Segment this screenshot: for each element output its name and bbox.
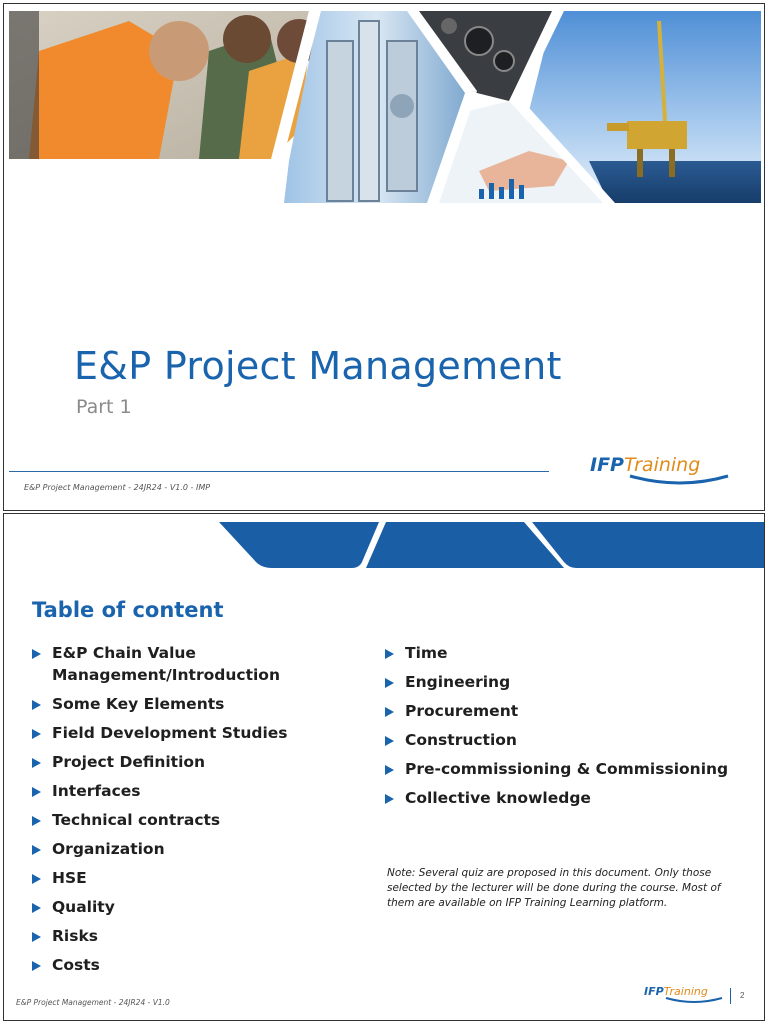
quiz-note: Note: Several quiz are proposed in this document. Only those selected by the lecturer will be done during the course. Most of them are available on IFP Training Learning platform. [387, 867, 721, 909]
triangle-bullet-icon [32, 787, 41, 797]
toc-left-column [30, 642, 360, 983]
presentation-subtitle: Part 1 [76, 396, 132, 418]
triangle-bullet-icon [32, 700, 41, 710]
toc-item [383, 700, 743, 722]
toc-item-label: E&P Chain Value Management/Introduction [52, 644, 280, 684]
triangle-bullet-icon [32, 816, 41, 826]
photo-collage [9, 11, 761, 203]
logo-text-ifp: IFP [644, 985, 664, 998]
page-number-separator [730, 988, 731, 1004]
toc-item-label: Pre-commissioning & Commissioning [405, 760, 729, 778]
toc-item [30, 809, 360, 831]
triangle-bullet-icon [32, 758, 41, 768]
triangle-bullet-icon [32, 961, 41, 971]
toc-item [383, 729, 743, 751]
triangle-bullet-icon [385, 707, 394, 717]
toc-item [30, 642, 360, 686]
triangle-bullet-icon [385, 649, 394, 659]
toc-heading: Table of content [32, 598, 224, 622]
toc-item-label: Procurement [405, 702, 519, 720]
toc-item-label: Field Development Studies [52, 724, 288, 742]
logo-swoosh-icon [644, 996, 724, 1006]
triangle-bullet-icon [32, 874, 41, 884]
toc-item [383, 758, 743, 780]
toc-item [30, 780, 360, 802]
triangle-bullet-icon [32, 903, 41, 913]
toc-item-label: Interfaces [52, 782, 141, 800]
toc-item-label: Some Key Elements [52, 695, 225, 713]
triangle-bullet-icon [385, 765, 394, 775]
divider-line [9, 471, 549, 472]
toc-item-label: Costs [52, 956, 100, 974]
toc-item [30, 925, 360, 947]
toc-item-label: Technical contracts [52, 811, 221, 829]
toc-item [30, 954, 360, 976]
toc-item-label: Risks [52, 927, 99, 945]
slide-footer: E&P Project Management - 24JR24 - V1.0 - IMP [24, 483, 211, 492]
page-number: 2 [740, 991, 745, 1000]
toc-item-label: Organization [52, 840, 165, 858]
ifp-training-logo [590, 454, 730, 494]
toc-right-column [383, 642, 743, 816]
triangle-bullet-icon [385, 794, 394, 804]
toc-item-label: Engineering [405, 673, 511, 691]
triangle-bullet-icon [385, 736, 394, 746]
toc-item [383, 642, 743, 664]
toc-item-label: Project Definition [52, 753, 206, 771]
header-banner-shapes [4, 522, 765, 568]
toc-item-label: Collective knowledge [405, 789, 591, 807]
toc-item-label: Time [405, 644, 448, 662]
toc-item [30, 838, 360, 860]
toc-item [383, 671, 743, 693]
triangle-bullet-icon [385, 678, 394, 688]
header-shapes [4, 522, 765, 568]
toc-item-label: Construction [405, 731, 517, 749]
students-photo [9, 11, 321, 159]
table-of-content-slide [3, 513, 765, 1021]
photo-banner [9, 11, 761, 203]
toc-item [30, 896, 360, 918]
toc-item [30, 693, 360, 715]
toc-item [30, 867, 360, 889]
logo-text-training: Training [623, 454, 701, 476]
toc-item-label: Quality [52, 898, 115, 916]
title-slide [3, 3, 765, 511]
toc-item [30, 751, 360, 773]
triangle-bullet-icon [32, 729, 41, 739]
triangle-bullet-icon [32, 932, 41, 942]
triangle-bullet-icon [32, 649, 41, 659]
triangle-bullet-icon [32, 845, 41, 855]
toc-item [383, 787, 743, 809]
toc-item [30, 722, 360, 744]
ifp-training-logo [644, 985, 724, 1007]
logo-swoosh-icon [590, 472, 730, 490]
logo-text-training: Training [663, 985, 708, 998]
logo-text-ifp: IFP [590, 454, 624, 476]
presentation-title: E&P Project Management [74, 344, 562, 388]
slide-footer: E&P Project Management - 24JR24 - V1.0 [16, 998, 170, 1007]
toc-item-label: HSE [52, 869, 87, 887]
